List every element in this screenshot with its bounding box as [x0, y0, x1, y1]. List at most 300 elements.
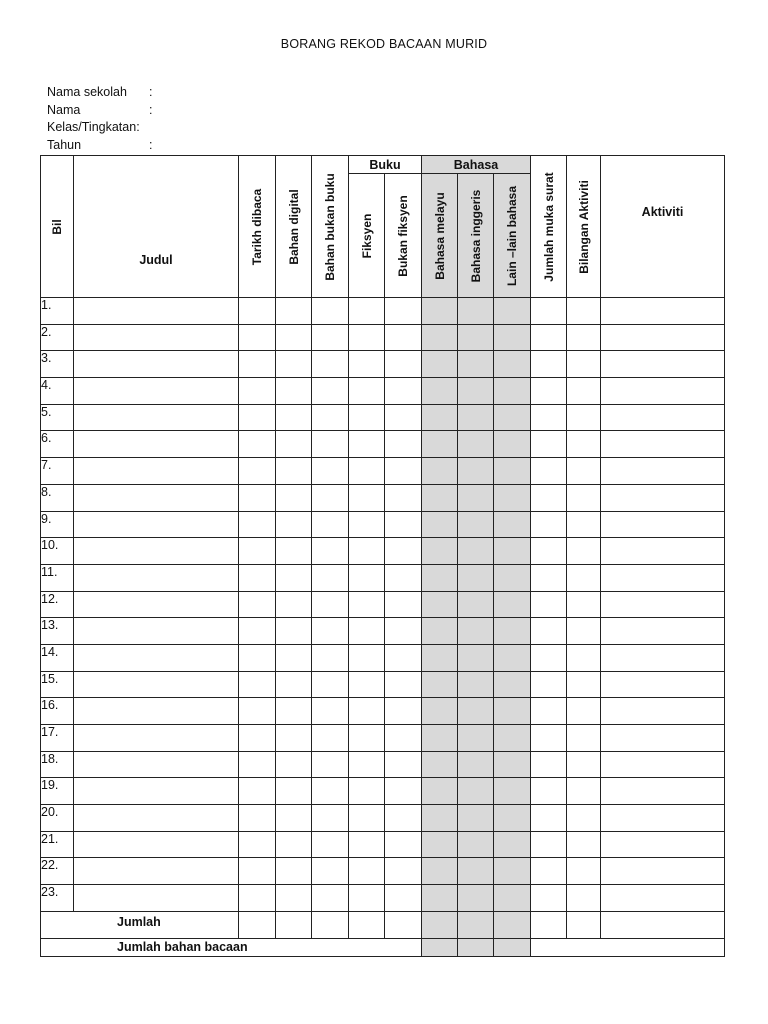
table-cell[interactable] — [349, 805, 385, 832]
table-cell[interactable] — [276, 458, 312, 485]
table-cell[interactable] — [458, 484, 494, 511]
table-cell[interactable] — [385, 324, 422, 351]
table-cell[interactable] — [239, 404, 276, 431]
jumlah-bahan-bacaan-cell[interactable] — [422, 938, 458, 956]
table-cell[interactable] — [312, 885, 349, 912]
table-cell[interactable] — [601, 484, 725, 511]
table-row — [41, 805, 725, 832]
table-cell[interactable] — [312, 805, 349, 832]
table-cell[interactable] — [531, 698, 567, 725]
table-cell[interactable] — [567, 591, 601, 618]
table-cell[interactable] — [531, 778, 567, 805]
table-cell[interactable] — [312, 618, 349, 645]
table-cell[interactable] — [601, 431, 725, 458]
table-cell[interactable] — [276, 805, 312, 832]
table-cell[interactable] — [601, 831, 725, 858]
table-cell[interactable] — [531, 751, 567, 778]
table-cell[interactable] — [239, 431, 276, 458]
table-cell[interactable] — [567, 751, 601, 778]
table-cell[interactable] — [74, 831, 239, 858]
jumlah-cell[interactable] — [494, 911, 531, 938]
table-cell[interactable] — [567, 725, 601, 752]
table-cell[interactable] — [567, 831, 601, 858]
table-cell[interactable] — [567, 698, 601, 725]
table-cell[interactable] — [239, 511, 276, 538]
table-cell[interactable] — [567, 644, 601, 671]
table-cell[interactable] — [567, 298, 601, 325]
table-cell[interactable] — [312, 298, 349, 325]
table-cell[interactable] — [458, 511, 494, 538]
table-cell[interactable] — [349, 351, 385, 378]
table-cell[interactable] — [567, 564, 601, 591]
table-cell[interactable] — [601, 324, 725, 351]
table-cell[interactable] — [74, 458, 239, 485]
table-cell[interactable] — [531, 404, 567, 431]
table-cell[interactable] — [422, 324, 458, 351]
table-cell[interactable] — [239, 698, 276, 725]
table-cell[interactable] — [74, 404, 239, 431]
table-cell[interactable] — [494, 858, 531, 885]
table-cell[interactable] — [494, 564, 531, 591]
table-cell[interactable] — [312, 431, 349, 458]
table-cell[interactable] — [601, 644, 725, 671]
table-cell[interactable] — [74, 858, 239, 885]
table-cell[interactable] — [458, 458, 494, 485]
table-cell[interactable] — [239, 725, 276, 752]
table-cell[interactable] — [601, 885, 725, 912]
table-cell[interactable] — [385, 831, 422, 858]
table-cell[interactable] — [567, 458, 601, 485]
table-cell[interactable] — [494, 831, 531, 858]
table-cell[interactable] — [494, 298, 531, 325]
table-cell[interactable] — [349, 458, 385, 485]
table-cell[interactable] — [458, 725, 494, 752]
table-cell[interactable] — [422, 564, 458, 591]
table-cell[interactable] — [349, 618, 385, 645]
table-cell[interactable] — [312, 324, 349, 351]
table-cell[interactable] — [312, 538, 349, 565]
table-cell[interactable] — [385, 885, 422, 912]
table-cell[interactable] — [349, 511, 385, 538]
table-cell[interactable] — [531, 484, 567, 511]
table-cell[interactable] — [422, 458, 458, 485]
table-cell[interactable] — [349, 298, 385, 325]
table-row — [41, 298, 725, 325]
table-cell[interactable] — [567, 671, 601, 698]
table-cell[interactable] — [312, 698, 349, 725]
table-cell[interactable] — [531, 725, 567, 752]
table-cell[interactable] — [567, 858, 601, 885]
table-cell[interactable] — [276, 431, 312, 458]
table-cell[interactable] — [312, 591, 349, 618]
table-cell[interactable] — [276, 778, 312, 805]
table-cell[interactable] — [74, 431, 239, 458]
table-cell[interactable] — [385, 298, 422, 325]
jumlah-cell[interactable] — [567, 911, 601, 938]
table-cell[interactable] — [601, 511, 725, 538]
table-cell[interactable] — [422, 511, 458, 538]
table-cell[interactable] — [601, 805, 725, 832]
table-cell[interactable] — [349, 858, 385, 885]
table-cell[interactable] — [494, 618, 531, 645]
table-cell[interactable] — [601, 591, 725, 618]
table-cell[interactable] — [494, 671, 531, 698]
table-cell[interactable] — [276, 484, 312, 511]
table-row — [41, 644, 725, 671]
table-cell[interactable] — [531, 564, 567, 591]
table-cell[interactable] — [531, 885, 567, 912]
table-cell[interactable] — [531, 324, 567, 351]
table-cell[interactable] — [601, 404, 725, 431]
table-cell[interactable] — [422, 805, 458, 832]
table-cell[interactable] — [74, 805, 239, 832]
table-cell[interactable] — [239, 671, 276, 698]
table-cell[interactable] — [349, 564, 385, 591]
table-cell[interactable] — [422, 431, 458, 458]
header-group-buku: Buku — [349, 156, 422, 174]
table-cell[interactable] — [276, 378, 312, 405]
table-cell[interactable] — [74, 511, 239, 538]
table-cell[interactable] — [458, 778, 494, 805]
table-cell[interactable] — [567, 431, 601, 458]
table-cell[interactable] — [422, 351, 458, 378]
table-cell[interactable] — [494, 885, 531, 912]
table-cell[interactable] — [531, 431, 567, 458]
table-cell[interactable] — [601, 378, 725, 405]
table-cell[interactable] — [312, 858, 349, 885]
table-cell[interactable] — [74, 698, 239, 725]
table-cell[interactable] — [349, 725, 385, 752]
table-cell[interactable] — [385, 378, 422, 405]
table-cell[interactable] — [239, 458, 276, 485]
table-cell[interactable] — [239, 591, 276, 618]
table-cell[interactable] — [312, 564, 349, 591]
table-cell[interactable] — [349, 378, 385, 405]
table-cell[interactable] — [276, 564, 312, 591]
table-cell[interactable] — [458, 538, 494, 565]
jumlah-cell[interactable] — [422, 911, 458, 938]
table-cell[interactable] — [74, 725, 239, 752]
table-cell[interactable] — [239, 564, 276, 591]
table-cell[interactable] — [239, 378, 276, 405]
table-cell[interactable] — [567, 618, 601, 645]
table-cell[interactable] — [74, 618, 239, 645]
table-cell[interactable] — [385, 671, 422, 698]
table-cell[interactable] — [494, 538, 531, 565]
table-cell[interactable] — [601, 298, 725, 325]
table-cell[interactable] — [349, 885, 385, 912]
table-cell[interactable] — [601, 564, 725, 591]
table-cell[interactable] — [458, 591, 494, 618]
table-cell[interactable] — [422, 484, 458, 511]
table-row — [41, 431, 725, 458]
table-cell[interactable] — [276, 671, 312, 698]
table-cell[interactable] — [458, 404, 494, 431]
table-cell[interactable] — [531, 511, 567, 538]
jumlah-bahan-bacaan-cell[interactable] — [494, 938, 531, 956]
reading-record-table — [40, 155, 725, 957]
table-cell[interactable] — [567, 378, 601, 405]
table-cell[interactable] — [74, 351, 239, 378]
table-cell[interactable] — [567, 538, 601, 565]
table-cell[interactable] — [385, 564, 422, 591]
table-cell[interactable] — [458, 671, 494, 698]
table-cell[interactable] — [74, 885, 239, 912]
table-cell[interactable] — [422, 751, 458, 778]
table-cell[interactable] — [349, 591, 385, 618]
jumlah-cell[interactable] — [458, 911, 494, 938]
table-cell[interactable] — [494, 484, 531, 511]
jumlah-cell[interactable] — [385, 911, 422, 938]
table-cell[interactable] — [494, 644, 531, 671]
table-cell[interactable] — [494, 431, 531, 458]
table-cell[interactable] — [276, 751, 312, 778]
table-cell[interactable] — [276, 885, 312, 912]
table-cell[interactable] — [276, 404, 312, 431]
table-cell[interactable] — [601, 618, 725, 645]
table-cell[interactable] — [385, 698, 422, 725]
jumlah-cell[interactable] — [312, 911, 349, 938]
table-cell[interactable] — [567, 778, 601, 805]
table-cell[interactable] — [312, 831, 349, 858]
table-cell[interactable] — [531, 831, 567, 858]
table-cell[interactable] — [239, 644, 276, 671]
table-cell[interactable] — [494, 458, 531, 485]
table-cell[interactable] — [458, 831, 494, 858]
table-cell[interactable] — [385, 778, 422, 805]
table-cell[interactable] — [567, 351, 601, 378]
table-cell[interactable] — [349, 324, 385, 351]
table-cell[interactable] — [458, 564, 494, 591]
table-cell[interactable] — [276, 538, 312, 565]
table-cell[interactable] — [494, 698, 531, 725]
table-cell[interactable] — [531, 458, 567, 485]
table-cell[interactable] — [276, 725, 312, 752]
table-cell[interactable] — [422, 298, 458, 325]
table-cell[interactable] — [312, 378, 349, 405]
table-cell[interactable] — [531, 858, 567, 885]
table-cell[interactable] — [239, 858, 276, 885]
table-cell[interactable] — [385, 644, 422, 671]
table-cell[interactable] — [531, 351, 567, 378]
table-cell[interactable] — [385, 431, 422, 458]
table-cell[interactable] — [385, 591, 422, 618]
table-cell[interactable] — [74, 378, 239, 405]
table-cell[interactable] — [567, 404, 601, 431]
table-cell[interactable] — [74, 671, 239, 698]
table-cell[interactable] — [458, 885, 494, 912]
table-cell[interactable] — [239, 324, 276, 351]
table-cell[interactable] — [422, 858, 458, 885]
table-cell[interactable] — [458, 698, 494, 725]
table-cell[interactable] — [531, 538, 567, 565]
table-cell[interactable] — [601, 751, 725, 778]
table-cell[interactable] — [349, 644, 385, 671]
table-cell[interactable] — [422, 778, 458, 805]
table-cell[interactable] — [531, 618, 567, 645]
table-cell[interactable] — [74, 484, 239, 511]
row-number: 8. — [41, 484, 74, 511]
table-cell[interactable] — [74, 751, 239, 778]
table-cell[interactable] — [422, 885, 458, 912]
table-cell[interactable] — [601, 778, 725, 805]
table-cell[interactable] — [74, 591, 239, 618]
table-cell[interactable] — [601, 725, 725, 752]
table-cell[interactable] — [458, 431, 494, 458]
table-cell[interactable] — [239, 538, 276, 565]
table-cell[interactable] — [312, 751, 349, 778]
table-cell[interactable] — [531, 591, 567, 618]
table-cell[interactable] — [385, 484, 422, 511]
table-cell[interactable] — [494, 511, 531, 538]
table-cell[interactable] — [385, 458, 422, 485]
table-cell[interactable] — [276, 351, 312, 378]
jumlah-cell[interactable] — [239, 911, 276, 938]
table-cell[interactable] — [458, 618, 494, 645]
table-cell[interactable] — [239, 751, 276, 778]
table-cell[interactable] — [422, 591, 458, 618]
table-cell[interactable] — [422, 698, 458, 725]
table-cell[interactable] — [385, 805, 422, 832]
table-cell[interactable] — [458, 324, 494, 351]
jumlah-cell[interactable] — [276, 911, 312, 938]
table-cell[interactable] — [494, 591, 531, 618]
table-cell[interactable] — [349, 538, 385, 565]
table-row — [41, 324, 725, 351]
table-cell[interactable] — [531, 378, 567, 405]
table-cell[interactable] — [349, 431, 385, 458]
table-cell[interactable] — [601, 698, 725, 725]
table-cell[interactable] — [239, 298, 276, 325]
table-cell[interactable] — [239, 805, 276, 832]
table-cell[interactable] — [349, 751, 385, 778]
table-cell[interactable] — [276, 324, 312, 351]
table-cell[interactable] — [349, 698, 385, 725]
row-number: 9. — [41, 511, 74, 538]
table-cell[interactable] — [494, 351, 531, 378]
table-cell[interactable] — [567, 511, 601, 538]
table-cell[interactable] — [349, 484, 385, 511]
table-cell[interactable] — [458, 351, 494, 378]
table-cell[interactable] — [276, 298, 312, 325]
table-cell[interactable] — [239, 484, 276, 511]
table-cell[interactable] — [494, 805, 531, 832]
table-cell[interactable] — [422, 404, 458, 431]
table-cell[interactable] — [385, 618, 422, 645]
table-cell[interactable] — [385, 751, 422, 778]
table-cell[interactable] — [601, 858, 725, 885]
table-cell[interactable] — [458, 298, 494, 325]
jumlah-cell[interactable] — [531, 911, 567, 938]
table-cell[interactable] — [458, 378, 494, 405]
table-cell[interactable] — [422, 538, 458, 565]
jumlah-cell[interactable] — [601, 911, 725, 938]
table-cell[interactable] — [312, 671, 349, 698]
table-cell[interactable] — [239, 778, 276, 805]
table-cell[interactable] — [567, 805, 601, 832]
table-cell[interactable] — [312, 778, 349, 805]
table-cell[interactable] — [312, 404, 349, 431]
table-cell[interactable] — [385, 858, 422, 885]
table-cell[interactable] — [567, 484, 601, 511]
jumlah-bahan-bacaan-cell[interactable] — [458, 938, 494, 956]
table-cell[interactable] — [276, 644, 312, 671]
table-cell[interactable] — [74, 778, 239, 805]
table-cell[interactable] — [276, 698, 312, 725]
table-cell[interactable] — [567, 324, 601, 351]
table-cell[interactable] — [312, 725, 349, 752]
table-cell[interactable] — [74, 644, 239, 671]
table-cell[interactable] — [74, 564, 239, 591]
table-cell[interactable] — [422, 378, 458, 405]
table-cell[interactable] — [312, 644, 349, 671]
row-number: 13. — [41, 618, 74, 645]
table-cell[interactable] — [531, 298, 567, 325]
table-cell[interactable] — [567, 885, 601, 912]
table-cell[interactable] — [458, 858, 494, 885]
table-cell[interactable] — [385, 538, 422, 565]
table-cell[interactable] — [601, 458, 725, 485]
table-cell[interactable] — [349, 831, 385, 858]
table-cell[interactable] — [494, 725, 531, 752]
table-cell[interactable] — [349, 778, 385, 805]
table-cell[interactable] — [239, 885, 276, 912]
table-cell[interactable] — [385, 404, 422, 431]
table-cell[interactable] — [458, 644, 494, 671]
table-cell[interactable] — [458, 805, 494, 832]
table-cell[interactable] — [531, 671, 567, 698]
table-cell[interactable] — [349, 671, 385, 698]
table-cell[interactable] — [276, 831, 312, 858]
table-cell[interactable] — [312, 458, 349, 485]
table-cell[interactable] — [601, 351, 725, 378]
table-cell[interactable] — [494, 378, 531, 405]
table-cell[interactable] — [74, 324, 239, 351]
table-cell[interactable] — [312, 351, 349, 378]
table-cell[interactable] — [312, 484, 349, 511]
table-cell[interactable] — [312, 511, 349, 538]
table-cell[interactable] — [494, 404, 531, 431]
table-cell[interactable] — [276, 618, 312, 645]
table-cell[interactable] — [385, 511, 422, 538]
table-cell[interactable] — [494, 324, 531, 351]
table-cell[interactable] — [601, 671, 725, 698]
table-cell[interactable] — [531, 644, 567, 671]
table-cell[interactable] — [276, 511, 312, 538]
table-cell[interactable] — [239, 618, 276, 645]
table-cell[interactable] — [494, 751, 531, 778]
table-cell[interactable] — [422, 618, 458, 645]
table-cell[interactable] — [239, 831, 276, 858]
table-cell[interactable] — [385, 725, 422, 752]
table-cell[interactable] — [422, 644, 458, 671]
table-cell[interactable] — [601, 538, 725, 565]
table-cell[interactable] — [74, 538, 239, 565]
table-cell[interactable] — [494, 778, 531, 805]
table-cell[interactable] — [276, 591, 312, 618]
table-cell[interactable] — [276, 858, 312, 885]
table-cell[interactable] — [422, 725, 458, 752]
table-cell[interactable] — [349, 404, 385, 431]
table-cell[interactable] — [422, 671, 458, 698]
table-cell[interactable] — [531, 805, 567, 832]
table-cell[interactable] — [239, 351, 276, 378]
table-cell[interactable] — [422, 831, 458, 858]
jumlah-cell[interactable] — [349, 911, 385, 938]
table-cell[interactable] — [385, 351, 422, 378]
table-cell[interactable] — [458, 751, 494, 778]
table-cell[interactable] — [74, 298, 239, 325]
